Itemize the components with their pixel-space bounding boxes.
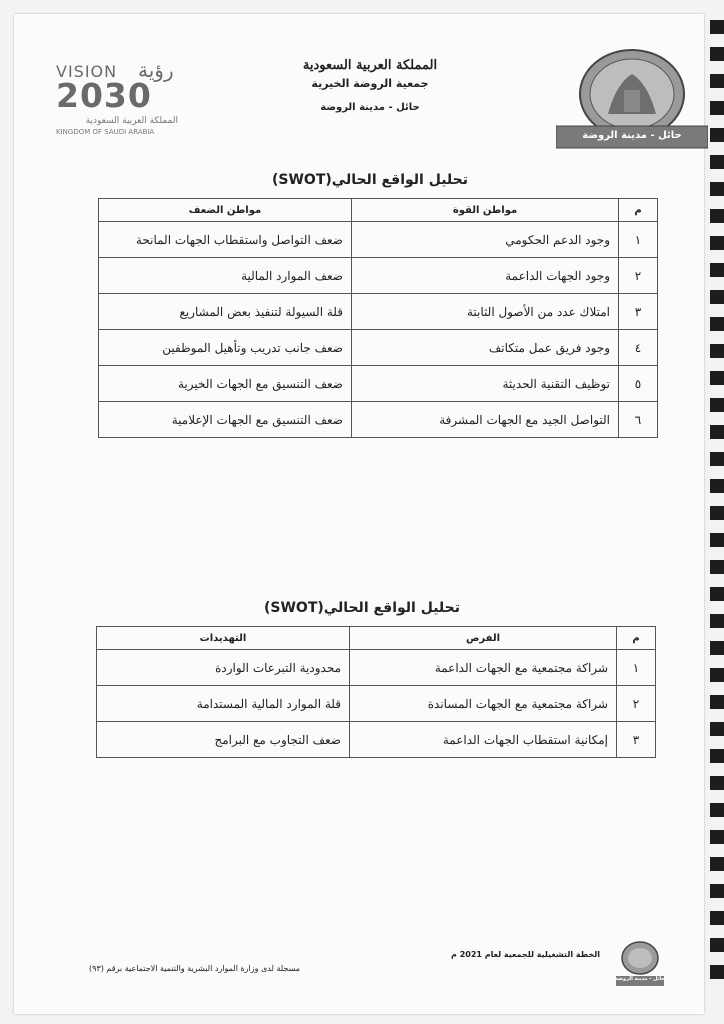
binding-mark: [710, 506, 724, 520]
threat-cell: قلة الموارد المالية المستدامة: [97, 686, 350, 722]
table-row: [97, 722, 656, 758]
opportunities-threats-table: [96, 626, 656, 758]
binding-mark: [710, 533, 724, 547]
opportunity-cell: شراكة مجتمعية مع الجهات المساندة: [350, 686, 617, 722]
binding-mark: [710, 641, 724, 655]
binding-mark: [710, 317, 724, 331]
binding-mark: [710, 101, 724, 115]
swot1-title: تحليل الواقع الحالي(SWOT): [272, 172, 468, 188]
swot2-title: تحليل الواقع الحالي(SWOT): [264, 600, 460, 616]
binding-mark: [710, 452, 724, 466]
weakness-cell: ضعف الموارد المالية: [99, 258, 352, 294]
strengths-weaknesses-table: [98, 198, 658, 438]
threat-cell: ضعف التجاوب مع البرامج: [97, 722, 350, 758]
document-page: [14, 14, 704, 1014]
vision-word: VISION: [56, 62, 118, 81]
binding-mark: [710, 155, 724, 169]
strength-cell: التواصل الجيد مع الجهات المشرفة: [352, 402, 619, 438]
vision-2030-logo: [56, 58, 196, 138]
binding-mark: [710, 479, 724, 493]
binding-mark: [710, 614, 724, 628]
row-num: ٦: [619, 402, 658, 438]
binding-mark: [710, 398, 724, 412]
table-row: [99, 222, 658, 258]
binding-mark: [710, 965, 724, 979]
kingdom-name: المملكة العربية السعودية: [302, 58, 438, 73]
binding-mark: [710, 74, 724, 88]
binding-mark: [710, 128, 724, 142]
header-weaknesses: مواطن الضعف: [99, 199, 352, 222]
strength-cell: وجود الدعم الحكومي: [352, 222, 619, 258]
binding-mark: [710, 209, 724, 223]
vision-arabic-word: رؤية: [138, 58, 174, 82]
opportunity-cell: إمكانية استقطاب الجهات الداعمة: [350, 722, 617, 758]
binding-mark: [710, 371, 724, 385]
binding-mark: [710, 830, 724, 844]
table-row: [99, 330, 658, 366]
row-num: ٢: [619, 258, 658, 294]
binding-mark: [710, 182, 724, 196]
row-num: ٣: [617, 722, 656, 758]
strength-cell: توظيف التقنية الحديثة: [352, 366, 619, 402]
association-name: جمعية الروضة الخيرية: [311, 77, 429, 90]
vision-ksa-english: KINGDOM OF SAUDI ARABIA: [56, 128, 155, 136]
weakness-cell: ضعف جانب تدريب وتأهيل الموظفين: [99, 330, 352, 366]
row-num: ٢: [617, 686, 656, 722]
binding-mark: [710, 938, 724, 952]
footer-logo-caption: حائل - مدينة الروضة: [615, 976, 665, 982]
binding-mark: [710, 857, 724, 871]
threat-cell: محدودية التبرعات الواردة: [97, 650, 350, 686]
row-num: ٥: [619, 366, 658, 402]
header-strengths: مواطن القوة: [352, 199, 619, 222]
binding-mark: [710, 425, 724, 439]
table-row: [99, 294, 658, 330]
binding-mark: [710, 776, 724, 790]
table-row: [97, 686, 656, 722]
table-row: [99, 402, 658, 438]
footer-registration: مسجلة لدى وزارة الموارد البشرية والتنمية الاجتماعية برقم (٩٣): [89, 964, 300, 973]
binding-mark: [710, 236, 724, 250]
city-name: حائل - مدينة الروضة: [320, 102, 420, 113]
binding-mark: [710, 263, 724, 277]
header-opportunities: الفرص: [350, 627, 617, 650]
footer-plan-title: الخطة التشغيلية للجمعية لعام 2021 م: [451, 950, 600, 959]
row-num: ١: [619, 222, 658, 258]
strength-cell: وجود الجهات الداعمة: [352, 258, 619, 294]
table-header-row: [97, 627, 656, 650]
table-header-row: [99, 199, 658, 222]
header-num: م: [617, 627, 656, 650]
binding-mark: [710, 722, 724, 736]
letterhead: [270, 58, 470, 113]
binding-mark: [710, 587, 724, 601]
table-row: [99, 258, 658, 294]
binding-mark: [710, 290, 724, 304]
table-row: [97, 650, 656, 686]
binding-mark: [710, 668, 724, 682]
strength-cell: امتلاك عدد من الأصول الثابتة: [352, 294, 619, 330]
binding-mark: [710, 47, 724, 61]
binding-mark: [710, 20, 724, 34]
strength-cell: وجود فريق عمل متكاتف: [352, 330, 619, 366]
binding-mark: [710, 749, 724, 763]
header-threats: التهديدات: [97, 627, 350, 650]
weakness-cell: ضعف التواصل واستقطاب الجهات المانحة: [99, 222, 352, 258]
binding-mark: [710, 911, 724, 925]
logo-caption: حائل - مدينة الروضة: [582, 130, 682, 141]
row-num: ٤: [619, 330, 658, 366]
opportunity-cell: شراكة مجتمعية مع الجهات الداعمة: [350, 650, 617, 686]
weakness-cell: قلة السيولة لتنفيذ بعض المشاريع: [99, 294, 352, 330]
row-num: ١: [617, 650, 656, 686]
spiral-binding: [704, 20, 724, 1020]
binding-mark: [710, 884, 724, 898]
weakness-cell: ضعف التنسيق مع الجهات الإعلامية: [99, 402, 352, 438]
table-row: [99, 366, 658, 402]
weakness-cell: ضعف التنسيق مع الجهات الخيرية: [99, 366, 352, 402]
binding-mark: [710, 803, 724, 817]
binding-mark: [710, 560, 724, 574]
row-num: ٣: [619, 294, 658, 330]
header-num: م: [619, 199, 658, 222]
binding-mark: [710, 695, 724, 709]
vision-ksa-arabic: المملكة العربية السعودية: [85, 116, 178, 126]
binding-mark: [710, 344, 724, 358]
vision-number: 2030: [56, 76, 152, 115]
